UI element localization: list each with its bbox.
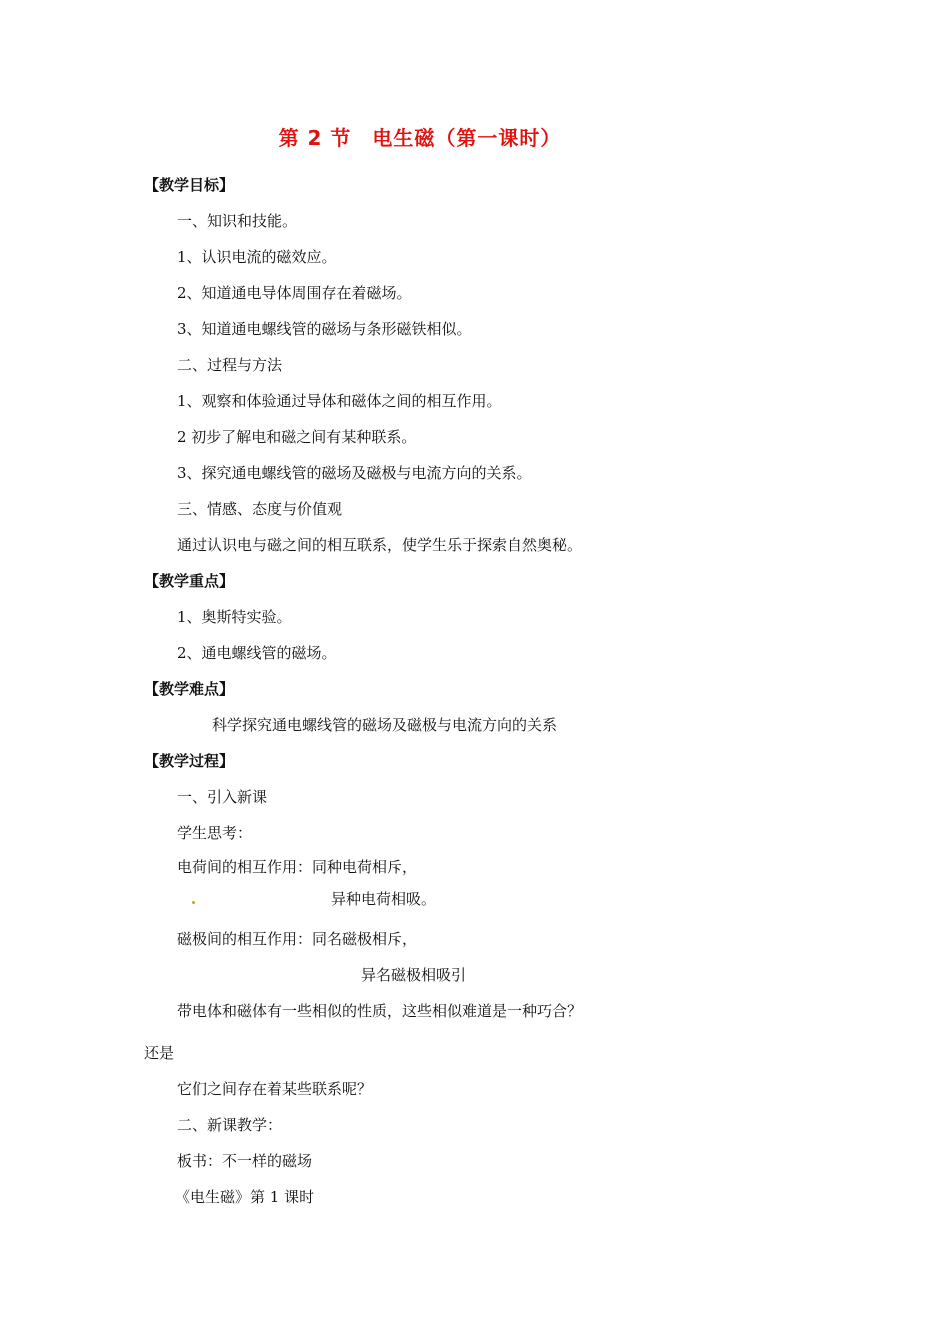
difficulty-text: 科学探究通电螺线管的磁场及磁极与电流方向的关系	[212, 716, 558, 734]
objective-item: 1、观察和体验通过导体和磁体之间的相互作用。	[177, 392, 502, 410]
objectives-heading: 【教学目标】	[144, 176, 235, 194]
process-heading: 【教学过程】	[144, 752, 235, 770]
question-line-continued: 还是	[144, 1044, 175, 1062]
process-think: 学生思考：	[177, 824, 253, 842]
board-text: 板书：不一样的磁场	[177, 1152, 313, 1170]
section-values: 三、情感、态度与价值观	[177, 500, 343, 518]
objective-item: 1、认识电流的磁效应。	[177, 248, 337, 266]
ink-dot	[192, 901, 195, 904]
charge-interaction: 电荷间的相互作用：同种电荷相斥，	[177, 858, 418, 876]
lesson-title: 《电生磁》第 1 课时	[175, 1188, 315, 1206]
objective-item: 2 初步了解电和磁之间有某种联系。	[177, 428, 417, 446]
objective-item: 3、知道通电螺线管的磁场与条形磁铁相似。	[177, 320, 472, 338]
magnet-interaction-2: 异名磁极相吸引	[361, 966, 467, 984]
key-points-heading: 【教学重点】	[144, 572, 235, 590]
process-intro: 一、引入新课	[177, 788, 268, 806]
key-point-item: 1、奥斯特实验。	[177, 608, 292, 626]
key-point-item: 2、通电螺线管的磁场。	[177, 644, 337, 662]
objective-item: 2、知道通电导体周围存在着磁场。	[177, 284, 412, 302]
difficulty-heading: 【教学难点】	[144, 680, 235, 698]
page-title: 第 2 节 电生磁（第一课时）	[278, 126, 562, 150]
objective-item: 3、探究通电螺线管的磁场及磁极与电流方向的关系。	[177, 464, 532, 482]
magnet-interaction: 磁极间的相互作用：同名磁极相斥，	[177, 930, 418, 948]
question-line-end: 它们之间存在着某些联系呢？	[177, 1080, 373, 1098]
section-knowledge: 一、知识和技能。	[177, 212, 298, 230]
charge-interaction-2: 异种电荷相吸。	[331, 890, 437, 908]
objective-item: 通过认识电与磁之间的相互联系，使学生乐于探索自然奥秘。	[177, 536, 583, 554]
question-line: 带电体和磁体有一些相似的性质，这些相似难道是一种巧合？	[177, 1002, 583, 1020]
new-lesson-heading: 二、新课教学：	[177, 1116, 283, 1134]
section-process: 二、过程与方法	[177, 356, 283, 374]
